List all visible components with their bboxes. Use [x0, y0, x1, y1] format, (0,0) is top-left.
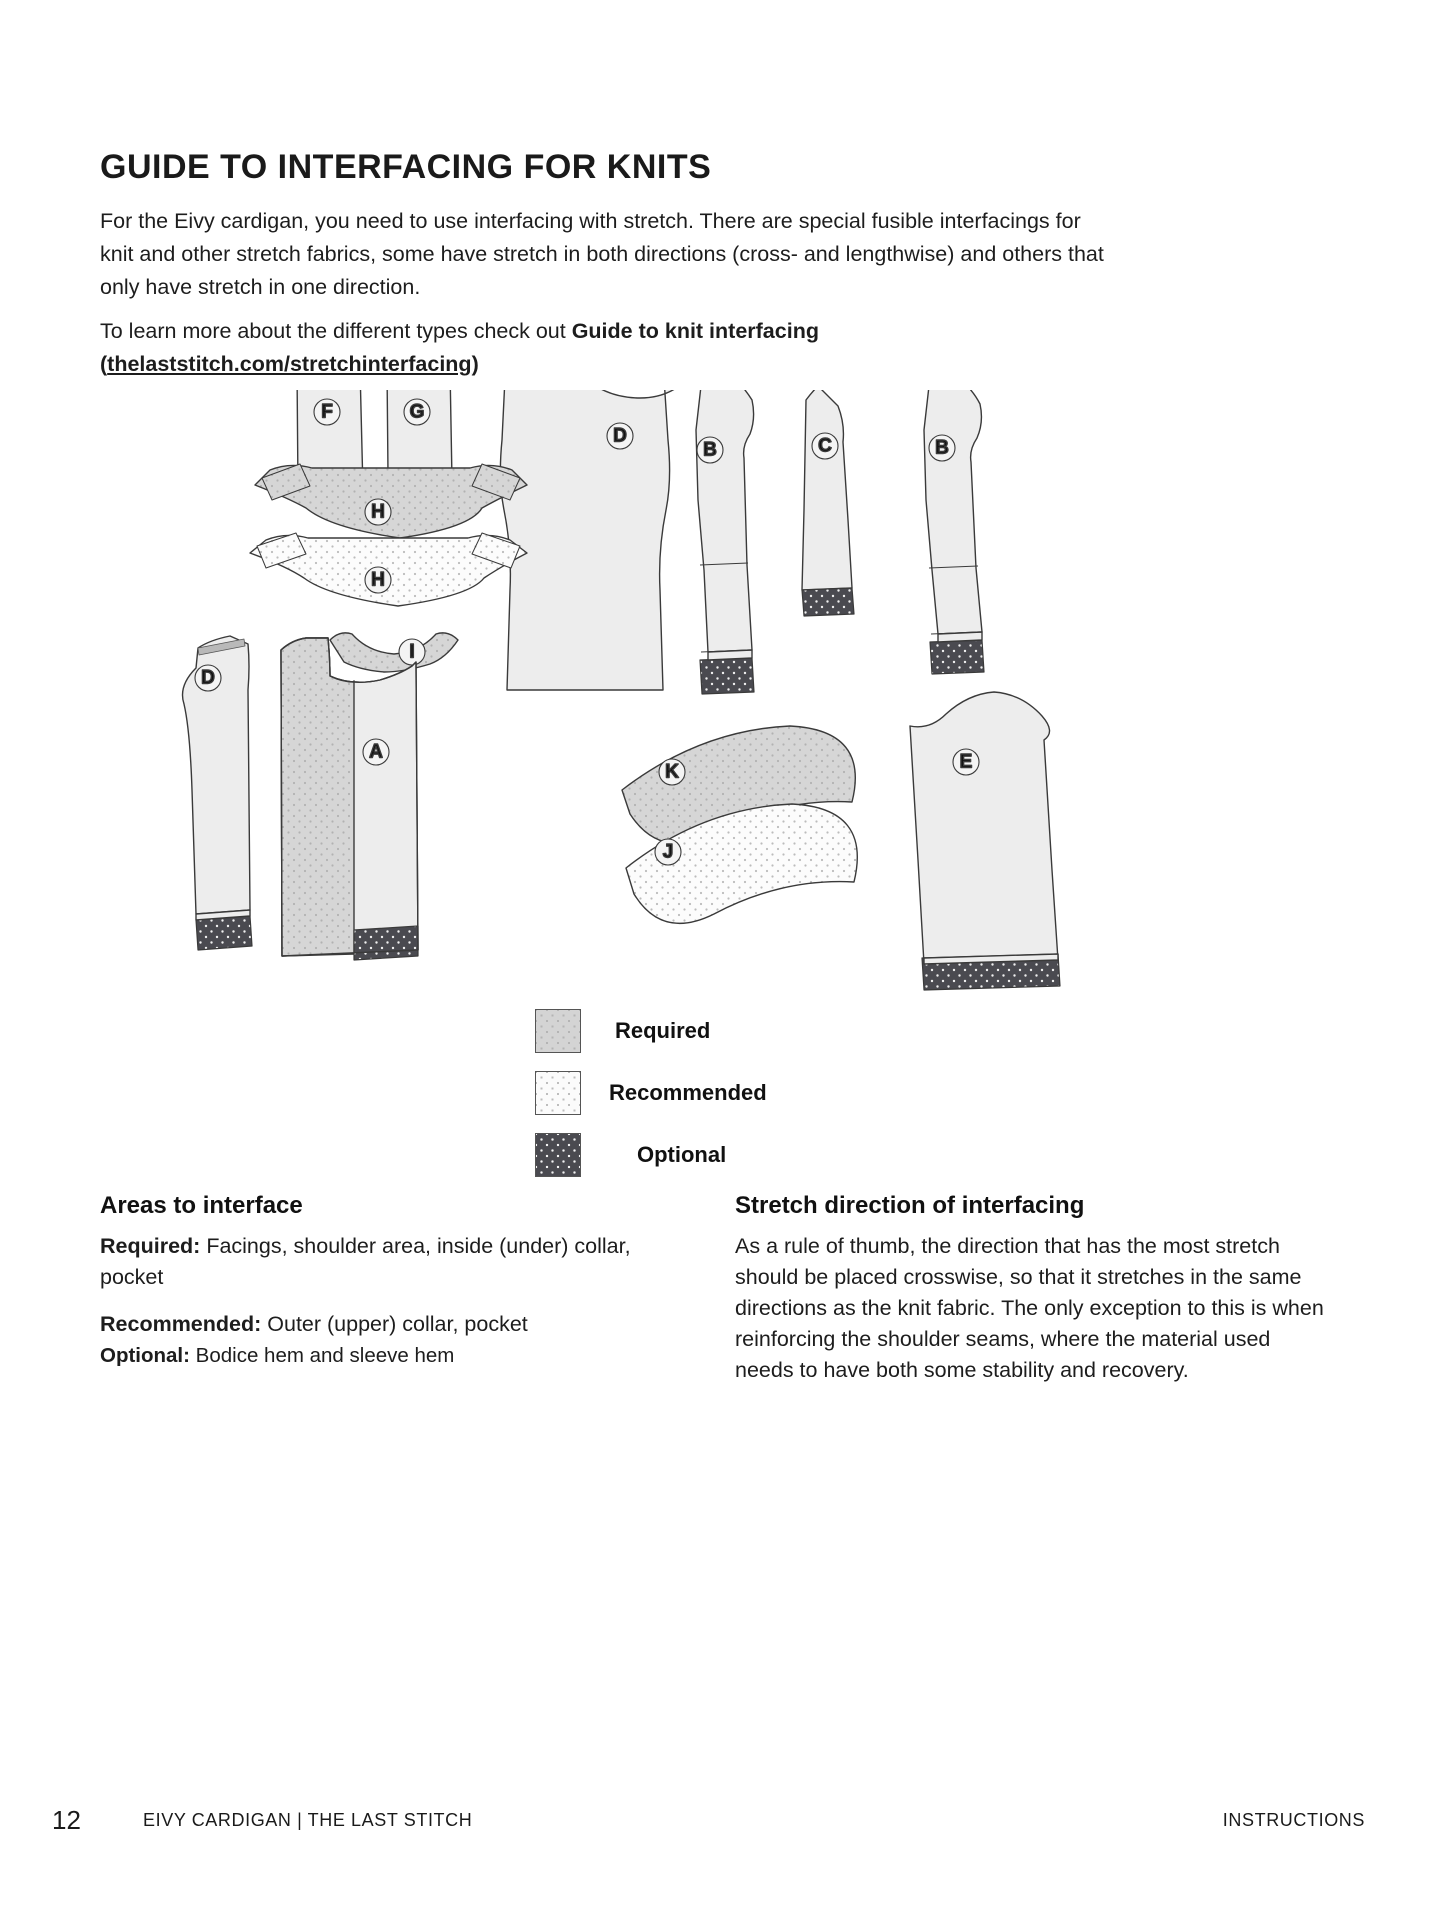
intro-paragraph-2 — [100, 315, 1120, 381]
stretch-direction-heading: Stretch direction of interfacing — [735, 1192, 1085, 1219]
legend-label-optional: Optional — [637, 1142, 727, 1167]
interfacing-legend — [535, 1000, 835, 1186]
areas-to-interface-heading: Areas to interface — [100, 1192, 303, 1219]
piece-label-e: E — [959, 751, 973, 773]
areas-recommended-text: Outer (upper) collar, pocket — [261, 1312, 528, 1336]
piece-label-h-upper: H — [371, 501, 385, 523]
piece-pocket-g — [387, 390, 452, 480]
guide-link-url[interactable]: thelaststitch.com/stretchinterfacing — [107, 352, 472, 376]
legend-item-required — [535, 1000, 835, 1062]
legend-item-recommended — [535, 1062, 835, 1124]
piece-label-c: C — [818, 435, 832, 457]
areas-optional-text: Bodice hem and sleeve hem — [189, 1344, 455, 1367]
piece-label-d-front: D — [201, 667, 215, 689]
footer-page-number: 12 — [52, 1805, 81, 1835]
areas-required-text: Facings, shoulder area, inside (under) collar, pocket — [100, 1234, 631, 1289]
guide-link-label[interactable]: Guide to knit interfacing — [571, 319, 819, 343]
piece-label-f: F — [321, 401, 333, 423]
piece-label-b-left: B — [703, 439, 717, 461]
page-footer — [0, 1805, 1445, 1845]
piece-neckband-i — [330, 633, 458, 672]
areas-required-label: Required: — [100, 1234, 201, 1258]
areas-optional-line — [100, 1340, 660, 1371]
areas-recommended-label: Recommended: — [100, 1312, 262, 1336]
stretch-direction-section — [735, 1190, 1325, 1402]
legend-label-recommended: Recommended — [609, 1080, 767, 1105]
intro-paragraph-1: For the Eivy cardigan, you need to use interfacing with stretch. There are special fusible interfacings for knit and other stretch fabrics, some have stretch in both directions (cross- and lengthwise) and others that only have stretch in one direction. — [100, 209, 1104, 299]
piece-bodice-front-d — [183, 636, 253, 950]
areas-to-interface-section — [100, 1190, 660, 1387]
piece-label-i: I — [409, 641, 415, 663]
intro-lead-text: To learn more about the different types check out — [100, 319, 572, 343]
link-open-paren: ( — [100, 352, 108, 376]
stretch-direction-body: As a rule of thumb, the direction that has the most stretch should be placed crosswise, so that it stretches in the same directions as the knit fabric. The only exception to this is when reinforcing the shoulder seams, where the material used needs to have both some stability and recovery. — [735, 1234, 1324, 1382]
footer-document-name: EIVY CARDIGAN | THE LAST STITCH — [143, 1810, 473, 1830]
footer-section-name: INSTRUCTIONS — [1222, 1810, 1365, 1830]
areas-required-line — [100, 1231, 660, 1293]
piece-label-g: G — [409, 401, 425, 423]
legend-label-required: Required — [615, 1018, 711, 1043]
piece-label-d-back: D — [613, 425, 627, 447]
piece-label-j: J — [662, 841, 674, 863]
piece-side-panel-b-left — [696, 390, 754, 694]
swatch-recommended-icon — [535, 1071, 581, 1115]
areas-optional-label: Optional: — [100, 1344, 190, 1367]
swatch-optional-icon — [535, 1133, 581, 1177]
piece-label-b-right: B — [935, 437, 949, 459]
legend-item-optional — [535, 1124, 835, 1186]
piece-side-panel-c — [802, 390, 854, 616]
link-close-paren: ) — [471, 352, 479, 376]
swatch-required-icon — [535, 1009, 581, 1053]
page-title: GUIDE TO INTERFACING FOR KNITS — [100, 147, 712, 186]
piece-label-a: A — [369, 741, 383, 763]
piece-front-facing-a — [281, 638, 418, 960]
piece-side-panel-b-right — [924, 390, 984, 674]
piece-label-h-lower: H — [371, 569, 385, 591]
piece-bodice-back-d — [500, 390, 699, 690]
piece-collar-h-recommended — [250, 533, 527, 606]
piece-collar-h-required — [255, 464, 527, 538]
piece-sleeve-e — [910, 692, 1060, 990]
piece-label-k: K — [665, 761, 679, 783]
areas-recommended-line — [100, 1309, 660, 1340]
